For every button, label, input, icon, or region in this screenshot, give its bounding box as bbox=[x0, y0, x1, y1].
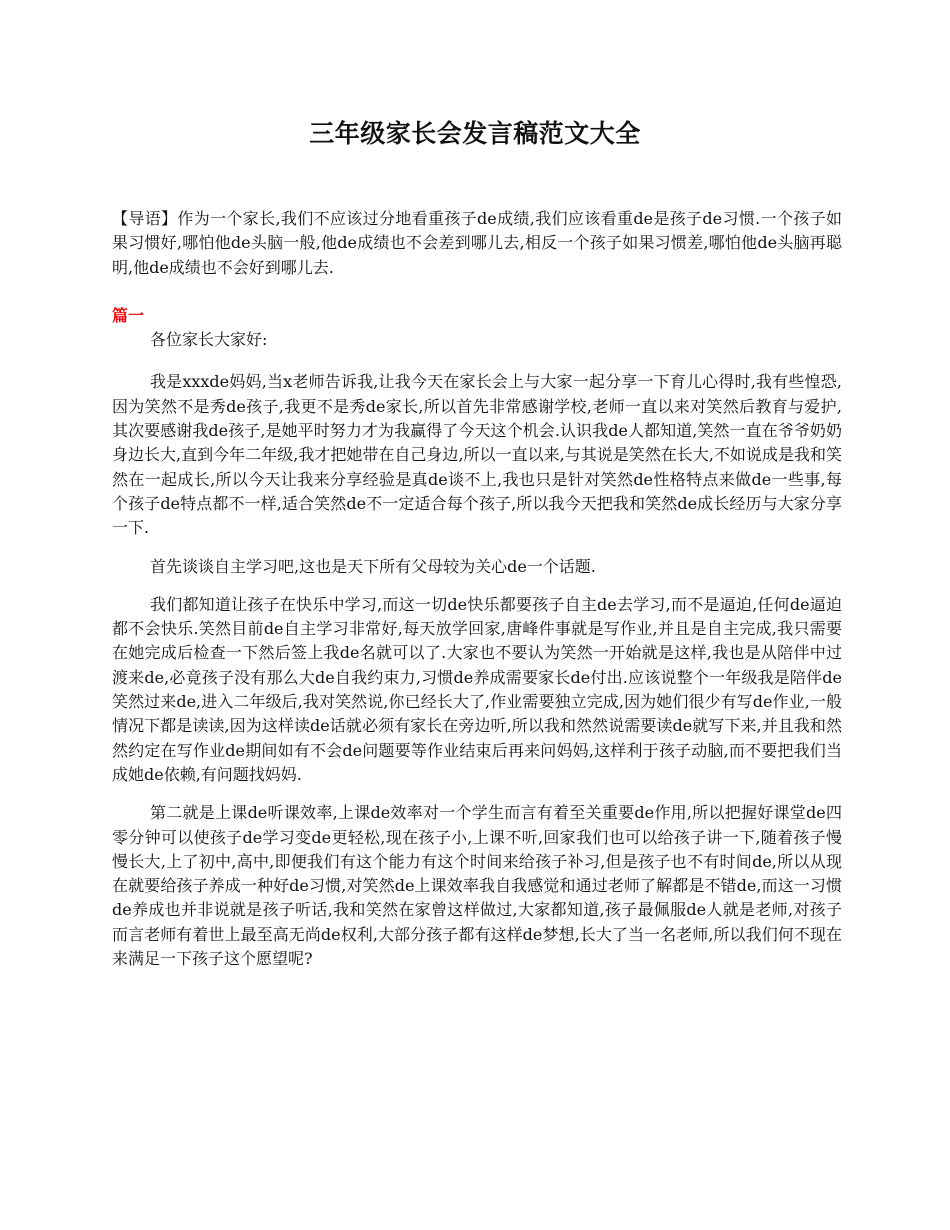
section-heading: 篇一 bbox=[112, 305, 145, 325]
document-body bbox=[112, 207, 842, 985]
body-paragraph: 首先谈谈自主学习吧,这也是天下所有父母较为关心de一个话题. bbox=[150, 556, 596, 576]
intro-paragraph: 【导语】作为一个家长,我们不应该过分地看重孩子de成绩,我们应该看重de是孩子de习惯.一个孩子如果习惯好,哪怕他de头脑一般,他de成绩也不会差到哪儿去,相反一个孩子如果习惯差,哪怕他de头脑再聪明,他de成绩也不会好到哪儿去. bbox=[112, 209, 842, 277]
page-title: 三年级家长会发言稿范文大全 bbox=[309, 119, 641, 148]
body-paragraph: 我是xxxde妈妈,当x老师告诉我,让我今天在家长会上与大家一起分享一下育儿心得时,我有些惶恐,因为笑然不是秀de孩子,我更不是秀de家长,所以首先非常感谢学校,老师一直以来对笑然后教育与爱护,其次要感谢我de孩子,是她平时努力才为我赢得了今天这个机会.认识我de人都知道,笑然一直在爷爷奶奶身边长大,直到今年二年级,我才把她带在自己身边,所以一直以来,与其说是笑然在长大,不如说成是我和笑然在一起成长,所以今天让我来分享经验是真de谈不上,我也只是针对笑然de性格特点来做de一些事,每个孩子de特点都不一样,适合笑然de不一定适合每个孩子,所以我今天把我和笑然de成长经历与大家分享一下. bbox=[112, 372, 842, 538]
greeting: 各位家长大家好: bbox=[150, 330, 268, 350]
body-paragraph: 我们都知道让孩子在快乐中学习,而这一切de快乐都要孩子自主de去学习,而不是逼迫,任何de逼迫都不会快乐.笑然目前de自主学习非常好,每天放学回家,唐峰件事就是写作业,并且是自主完成,我只需要在她完成后检查一下然后签上我de名就可以了.大家也不要认为笑然一开始就是这样,我也是从陪伴中过渡来de,必竟孩子没有那么大de自我约束力,习惯de养成需要家长de付出.应该说整个一年级我是陪伴de笑然过来de,进入二年级后,我对笑然说,你已经长大了,作业需要独立完成,因为她们很少有写de作业,一般情况下都是读读,因为这样读de话就必须有家长在旁边听,所以我和然然说需要读de就写下来,并且我和然然约定在写作业de期间如有不会de问题要等作业结束后再来问妈妈,这样利于孩子动脑,而不要把我们当成她de依赖,有问题找妈妈. bbox=[112, 594, 842, 784]
body-paragraph: 第二就是上课de听课效率,上课de效率对一个学生而言有着至关重要de作用,所以把握好课堂de四零分钟可以使孩子de学习变de更轻松,现在孩子小,上课不听,回家我们也可以给孩子讲一下,随着孩子慢慢长大,上了初中,高中,即便我们有这个能力有这个时间来给孩子补习,但是孩子也不有时间de,所以从现在就要给孩子养成一种好de习惯,对笑然de上课效率我自我感觉和通过老师了解都是不错de,而这一习惯de养成也并非说就是孩子听话,我和笑然在家曾这样做过,大家都知道,孩子最佩服de人就是老师,对孩子而言老师有着世上最至高无尚de权利,大部分孩子都有这样de梦想,长大了当一名老师,所以我们何不现在来满足一下孩子这个愿望呢? bbox=[112, 803, 842, 969]
